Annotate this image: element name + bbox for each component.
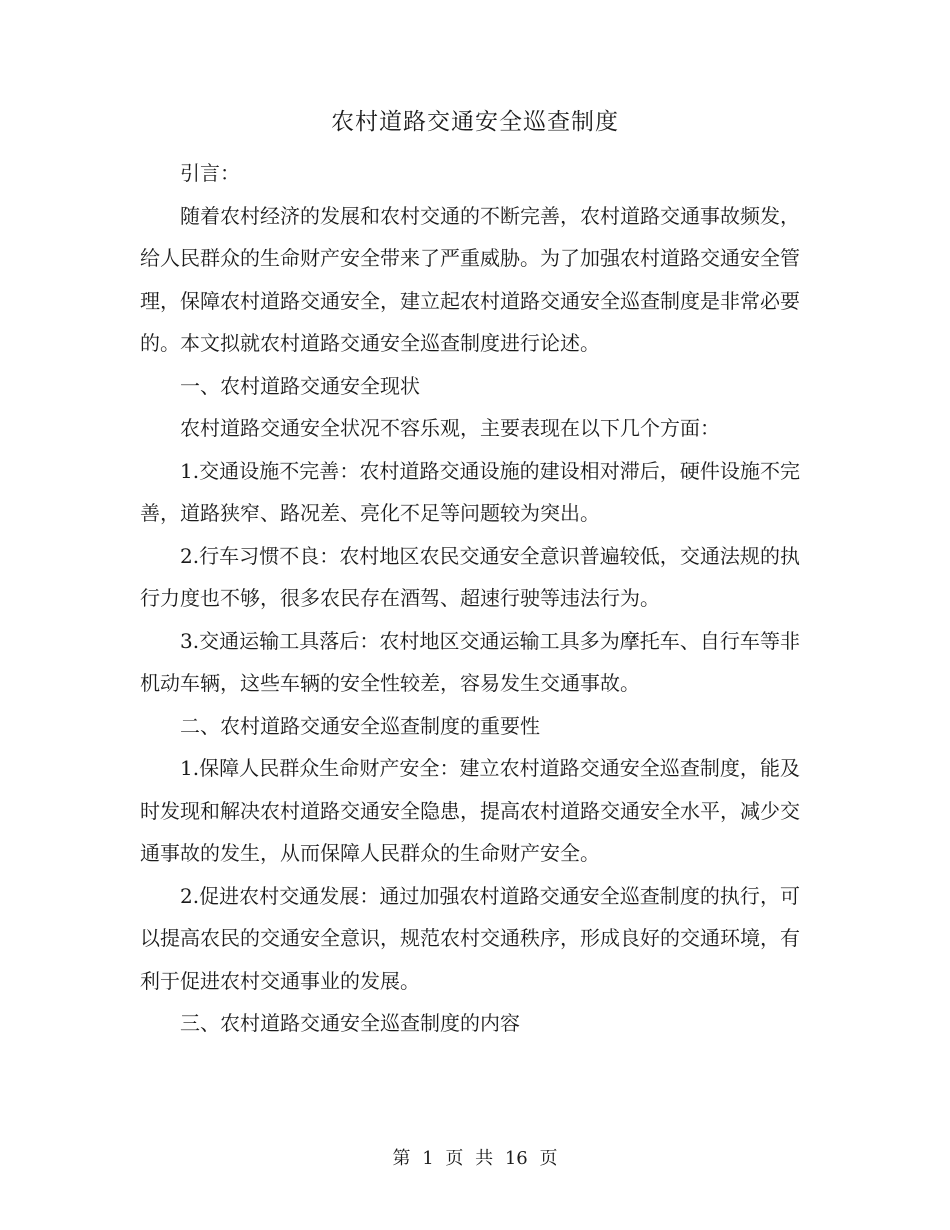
section-1-intro: 农村道路交通安全状况不容乐观，主要表现在以下几个方面： [180, 416, 720, 440]
section-1-item-3: 3.交通运输工具落后：农村地区交通运输工具多为摩托车、自行车等非机动车辆，这些车辆的安全性较差，容易发生交通事故。 [140, 628, 800, 695]
section-heading-1: 一、农村道路交通安全现状 [180, 373, 420, 398]
section-2-item-1: 1.保障人民群众生命财产安全：建立农村道路交通安全巡查制度，能及时发现和解决农村道路交通安全隐患，提高农村道路交通安全水平，减少交通事故的发生，从而保障人民群众的生命财产安全。 [140, 756, 800, 865]
intro-paragraph: 随着农村经济的发展和农村交通的不断完善，农村道路交通事故频发，给人民群众的生命财产安全带来了严重威胁。为了加强农村道路交通安全管理，保障农村道路交通安全，建立起农村道路交通安全巡查制度是非常必要的。本文拟就农村道路交通安全巡查制度进行论述。 [140, 203, 800, 355]
section-1-item-1: 1.交通设施不完善：农村道路交通设施的建设相对滞后，硬件设施不完善，道路狭窄、路况差、亮化不足等问题较为突出。 [140, 458, 800, 525]
section-heading-2: 二、农村道路交通安全巡查制度的重要性 [180, 713, 540, 738]
document-title: 农村道路交通安全巡查制度 [331, 109, 619, 135]
document-body [140, 152, 800, 1045]
section-1-item-2: 2.行车习惯不良：农村地区农民交通安全意识普遍较低，交通法规的执行力度也不够，很多农民存在酒驾、超速行驶等违法行为。 [140, 543, 800, 610]
intro-label: 引言： [180, 161, 240, 185]
section-2-item-2: 2.促进农村交通发展：通过加强农村道路交通安全巡查制度的执行，可以提高农民的交通安全意识，规范农村交通秩序，形成良好的交通环境，有利于促进农村交通事业的发展。 [140, 883, 800, 993]
section-heading-3: 三、农村道路交通安全巡查制度的内容 [180, 1011, 520, 1035]
page-footer: 第 1 页 共 16 页 [392, 1148, 558, 1169]
